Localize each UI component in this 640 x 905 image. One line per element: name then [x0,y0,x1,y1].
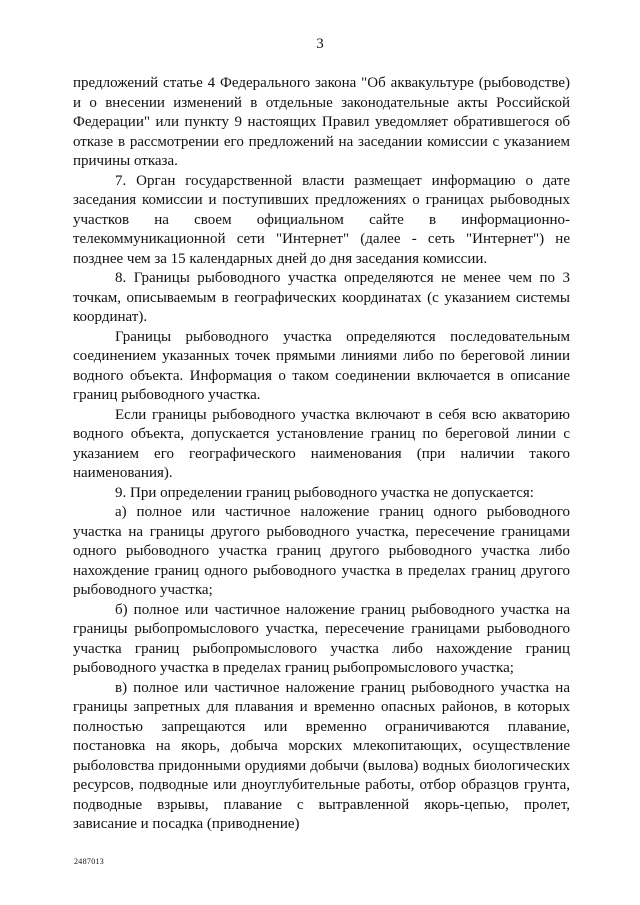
paragraph-subitem-v: в) полное или частичное наложение границ рыбоводного участка на границы запретных для плавания и временно опасных районов, в которых полностью запрещаются или временно ограничиваются плавание, постановка на якорь, добыча морских млекопитающих, осуществление рыболовства придонными орудиями добычи (вылова) водных биологических ресурсов, подводные или дноуглубительные работы, отбор образцов грунта, подводные взрывы, плавание с вытравленной якорь-цепью, пролет, зависание и посадка (приводнение) [73,679,570,832]
paragraph-borders-connection: Границы рыбоводного участка определяются последовательным соединением указанных точек прямыми линиями либо по береговой линии водного объекта. Информация о таком соединении включается в описание границ рыбоводного участка. [73,328,570,403]
paragraph-item-9: 9. При определении границ рыбоводного участка не допускается: [115,484,534,501]
paragraph-item-7: 7. Орган государственной власти размещает информацию о дате заседания комиссии и поступивших предложениях о границах рыбоводных участков на своем официальном сайте в информационно-телекоммуникационной сети "Интернет" (далее - сеть "Интернет") не позднее чем за 15 календарных дней до дня заседания комиссии. [73,172,570,267]
paragraph-borders-whole-water-area: Если границы рыбоводного участка включают в себя всю акваторию водного объекта, допускается установление границ по береговой линии с указанием его географического наименования (при наличии такого наименования). [73,406,570,481]
paragraph-subitem-a: а) полное или частичное наложение границ одного рыбоводного участка на границы другого рыбоводного участка, пересечение границами одного рыбоводного участка границ другого рыбоводного участка либо нахождение границ одного рыбоводного участка в пределах границ другого рыбоводного участка; [73,504,570,598]
document-body [73,74,570,835]
paragraph-continuation: предложений статье 4 Федерального закона "Об аквакультуре (рыбоводстве) и о внесении изменений в отдельные законодательные акты Российской Федерации" или пункту 9 настоящих Правил уведомляет обратившегося об отказе в рассмотрении его предложений на заседании комиссии с указанием причины отказа. [73,75,570,169]
paragraph-subitem-b: б) полное или частичное наложение границ рыбоводного участка на границы рыбопромыслового участка, пересечение границами рыбоводного участка границ рыбопромыслового участка либо нахождение границ рыбоводного участка в пределах границ рыбопромыслового участка; [73,601,570,676]
document-code: 2487013 [74,857,105,866]
paragraph-item-8: 8. Границы рыбоводного участка определяются не менее чем по 3 точкам, описываемым в географических координатах (с указанием системы координат). [73,270,570,325]
page-number: 3 [316,36,324,52]
